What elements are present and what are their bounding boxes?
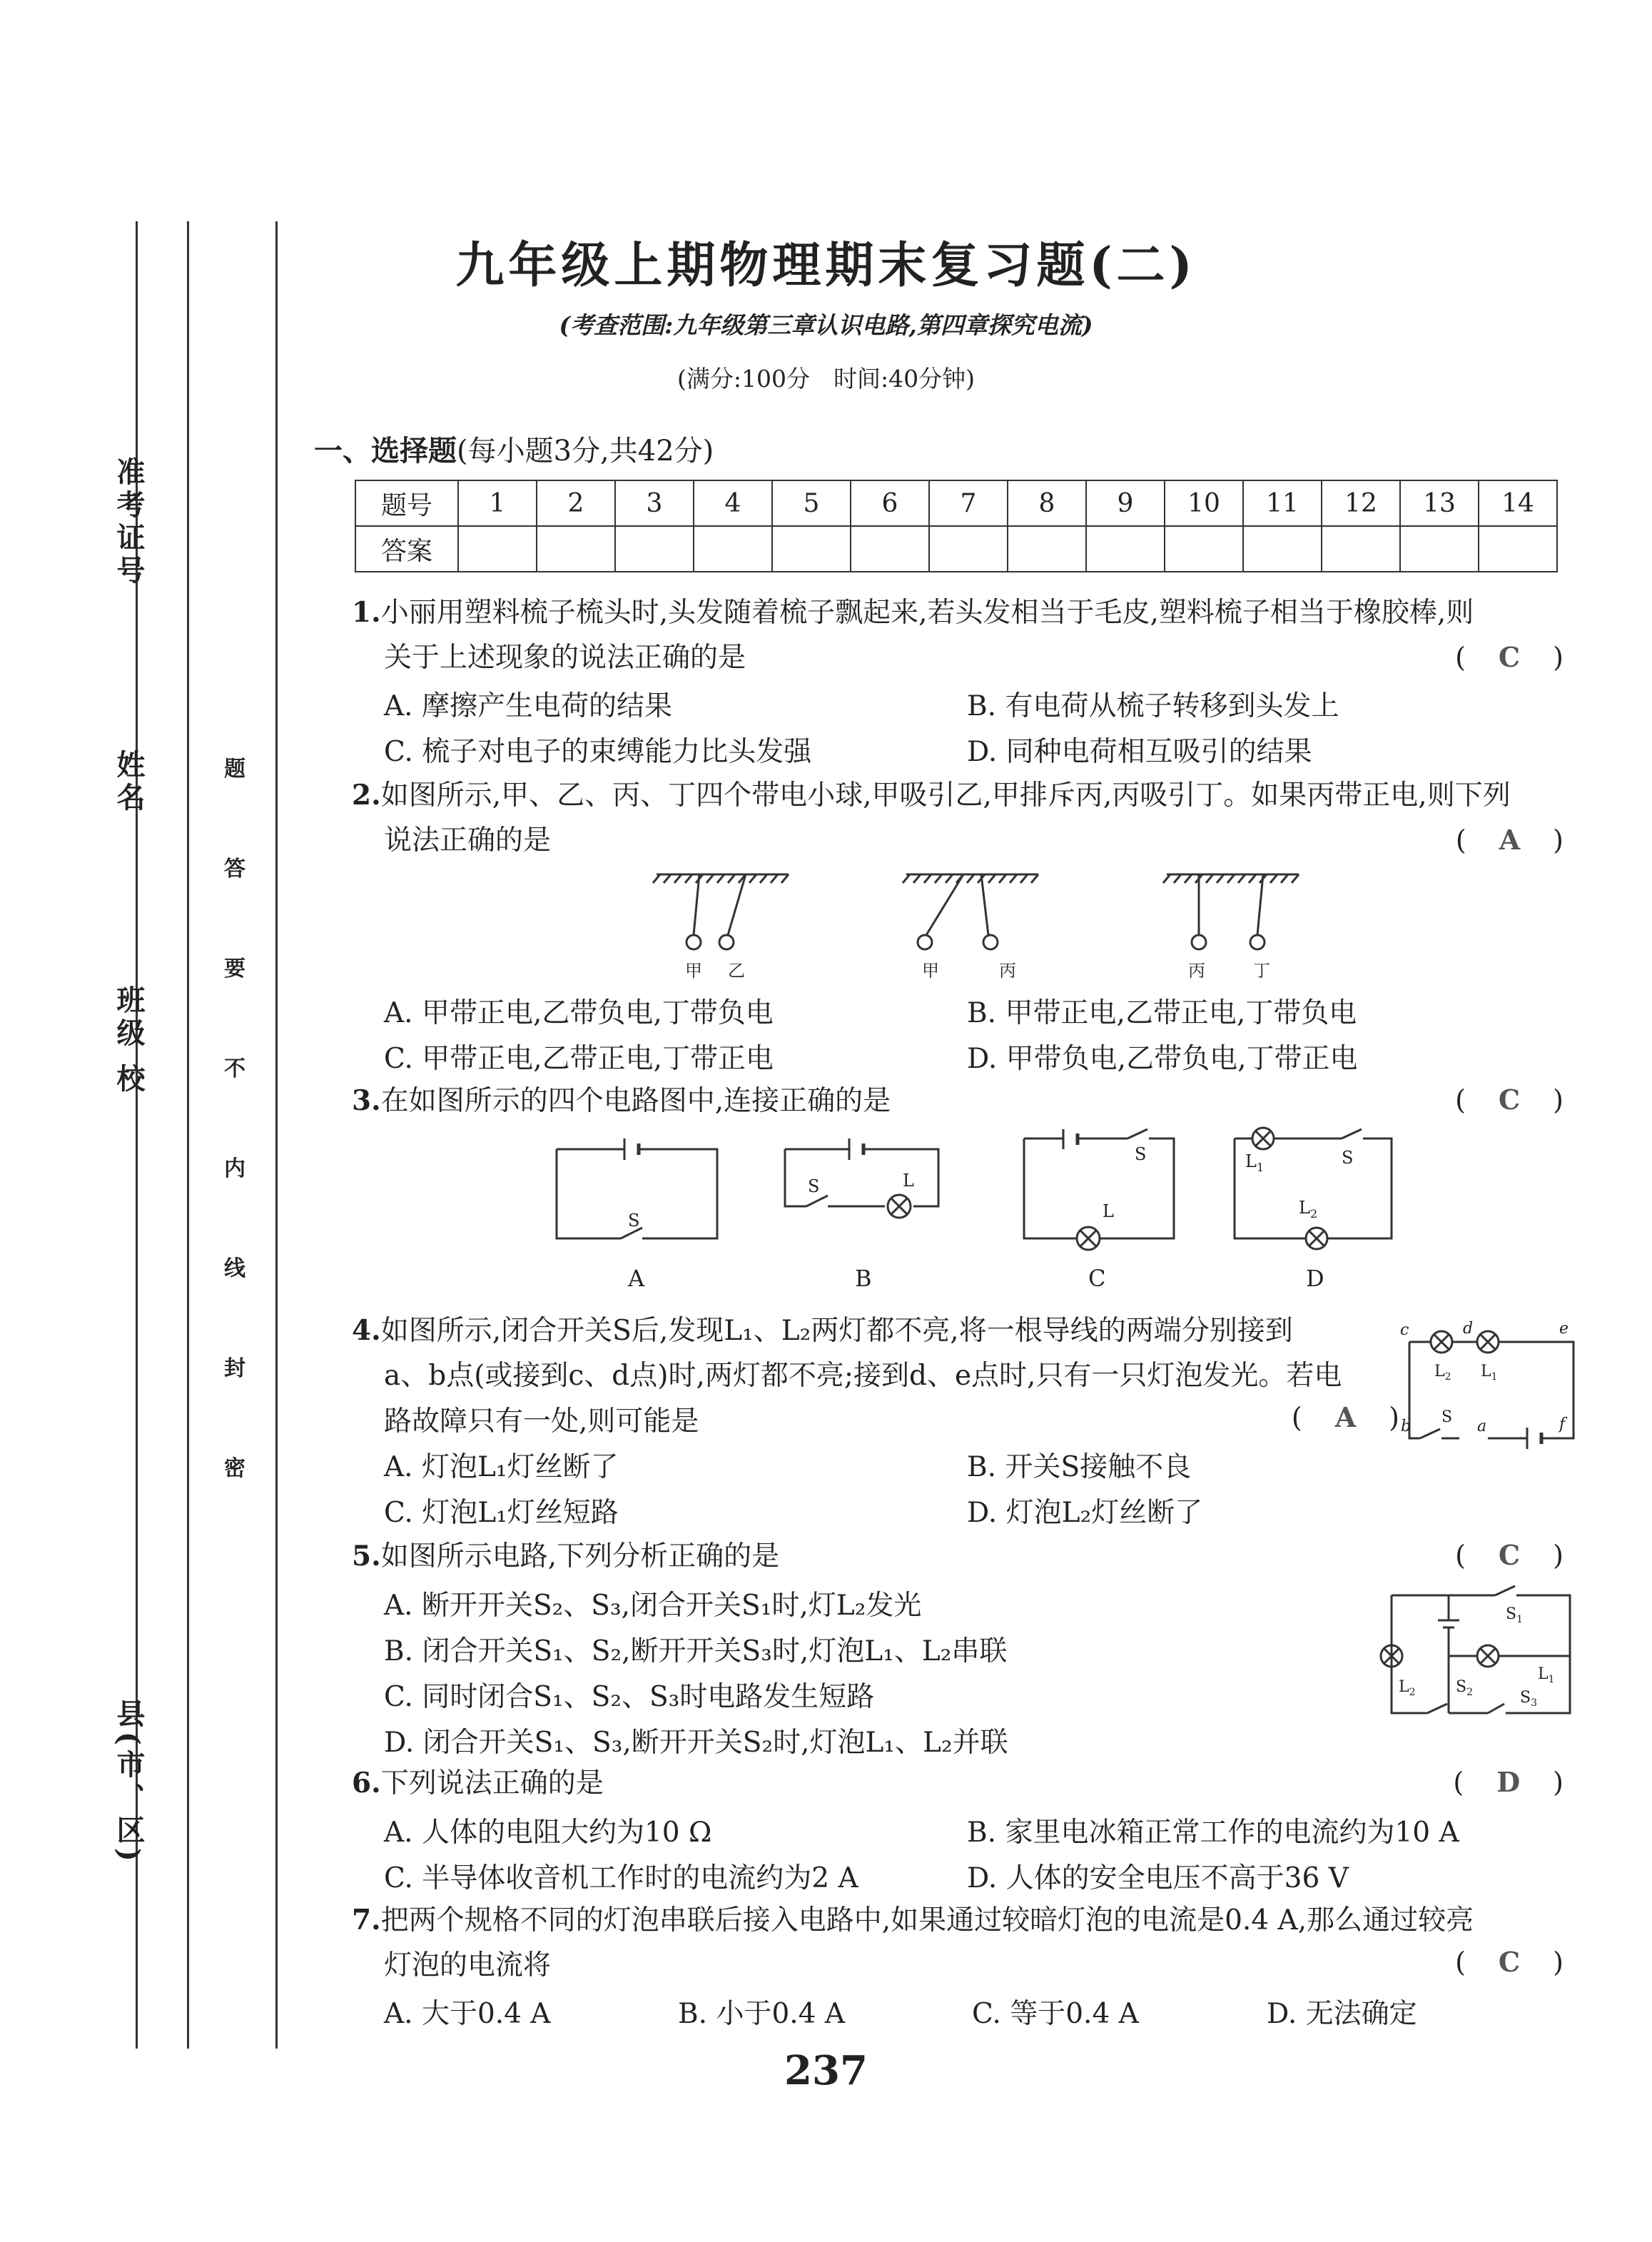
- exam-scope: (考查范围:九年级第三章认识电路,第四章探究电流): [559, 311, 1093, 339]
- question-6-option-d: D. 人体的安全电压不高于36 V: [967, 1862, 1349, 1894]
- svg-text:L: L: [1103, 1201, 1114, 1221]
- answer-cell[interactable]: [1243, 526, 1322, 572]
- page-number: 237: [784, 2047, 868, 2094]
- answer-table-number-row: [355, 480, 1557, 526]
- table-cell-number: 6: [851, 480, 929, 526]
- question-1-line-1: 1.小丽用塑料梳子梳头时,头发随着梳子飘起来,若头发相当于毛皮,塑料梳子相当于橡胶棒,则: [352, 596, 1474, 629]
- table-cell-number: 3: [615, 480, 694, 526]
- question-1-option-b: B. 有电荷从梳子转移到头发上: [967, 690, 1339, 722]
- svg-text:L2: $L_2$: [1434, 1363, 1451, 1383]
- question-2-line-2: 说法正确的是: [384, 824, 552, 857]
- question-1-option-c: C. 梳子对电子的束缚能力比头发强: [384, 736, 812, 768]
- exam-meta: (满分:100分 时间:40分钟): [677, 365, 975, 393]
- svg-text:L2: $L_2$: [1399, 1678, 1416, 1698]
- svg-text:L1: $L_1$: [1538, 1665, 1555, 1685]
- question-7-option-d: D. 无法确定: [1267, 1998, 1417, 2030]
- svg-text:S: S: [1441, 1408, 1453, 1426]
- table-cell-number: 5: [772, 480, 851, 526]
- table-cell-number: 13: [1400, 480, 1479, 526]
- page-title: 九年级上期物理期末复习题(二): [455, 237, 1197, 294]
- answer-cell[interactable]: [851, 526, 929, 572]
- question-2-option-b: B. 甲带正电,乙带正电,丁带负电: [967, 997, 1357, 1029]
- question-2-option-d: D. 甲带负电,乙带负电,丁带正电: [967, 1043, 1358, 1075]
- answer-cell[interactable]: [1086, 526, 1165, 572]
- question-6-option-b: B. 家里电冰箱正常工作的电流约为10 A: [967, 1817, 1459, 1849]
- question-5-answer: ( C ): [1455, 1539, 1566, 1571]
- svg-text:S2: $S_2$: [1456, 1678, 1473, 1698]
- question-4-line-1: 4.如图所示,闭合开关S后,发现L₁、L₂两灯都不亮,将一根导线的两端分别接到: [352, 1314, 1293, 1347]
- svg-text:S: S: [808, 1176, 820, 1196]
- figure-label: 甲: [685, 961, 702, 981]
- question-3-answer: ( C ): [1455, 1084, 1566, 1116]
- svg-text:S3: $S_3$: [1520, 1689, 1537, 1709]
- table-cell-number: 14: [1479, 480, 1557, 526]
- figure-label: 乙: [728, 961, 745, 981]
- svg-text:f: f: [1559, 1415, 1566, 1433]
- seal-char: 不: [224, 1056, 245, 1081]
- question-1-line-2: 关于上述现象的说法正确的是: [384, 642, 746, 674]
- question-7-option-a: A. 大于0.4 A: [384, 1998, 551, 2030]
- margin-label-county: 县(市、区): [112, 1699, 146, 1866]
- question-7-line-1: 7.把两个规格不同的灯泡串联后接入电路中,如果通过较暗灯泡的电流是0.4 A,那么通过较亮: [352, 1904, 1474, 1936]
- svg-text:S: S: [1135, 1144, 1147, 1164]
- svg-text:L1: $L_1$: [1481, 1363, 1498, 1383]
- table-cell-number: 1: [458, 480, 537, 526]
- answer-cell[interactable]: [537, 526, 615, 572]
- question-2-option-c: C. 甲带正电,乙带正电,丁带正电: [384, 1043, 774, 1075]
- seal-char: 线: [224, 1256, 245, 1281]
- seal-char: 题: [224, 757, 245, 782]
- question-6-answer: ( D ): [1453, 1766, 1566, 1798]
- table-header-answer: 答案: [355, 526, 458, 572]
- table-cell-number: 4: [694, 480, 772, 526]
- question-2-option-a: A. 甲带正电,乙带负电,丁带负电: [384, 997, 774, 1029]
- question-4-option-d: D. 灯泡L₂灯丝断了: [967, 1497, 1203, 1529]
- section-heading: [314, 428, 714, 469]
- question-2-line-1: 2.如图所示,甲、乙、丙、丁四个带电小球,甲吸引乙,甲排斥丙,丙吸引丁。如果丙带正电,则下列: [352, 779, 1511, 812]
- answer-cell[interactable]: [1479, 526, 1557, 572]
- table-cell-number: 7: [929, 480, 1008, 526]
- answer-cell[interactable]: [1165, 526, 1243, 572]
- question-5-circuit: [1370, 1577, 1584, 1734]
- margin-label-school: 校: [112, 1064, 146, 1096]
- question-4-answer: ( A ): [1291, 1401, 1402, 1433]
- question-4-option-b: B. 开关S接触不良: [967, 1451, 1192, 1483]
- svg-text:S1: $S_1$: [1506, 1605, 1523, 1625]
- svg-text:L2: $L_2$: [1299, 1198, 1318, 1221]
- table-cell-number: 9: [1086, 480, 1165, 526]
- question-4-circuit: [1399, 1313, 1584, 1456]
- four-circuits-figure: [542, 1121, 1420, 1299]
- table-cell-number: 8: [1008, 480, 1086, 526]
- margin-label-name: 姓名: [112, 749, 146, 815]
- svg-text:L: L: [903, 1171, 914, 1191]
- question-5-option-c: C. 同时闭合S₁、S₂、S₃时电路发生短路: [384, 1681, 875, 1713]
- question-5-option-b: B. 闭合开关S₁、S₂,断开开关S₃时,灯泡L₁、L₂串联: [384, 1635, 1008, 1667]
- question-7-line-2: 灯泡的电流将: [384, 1949, 552, 1981]
- margin-label-exam-id: 准考证号: [112, 457, 146, 588]
- answer-cell[interactable]: [694, 526, 772, 572]
- answer-cell[interactable]: [1008, 526, 1086, 572]
- margin-line-inner: [275, 221, 278, 2049]
- svg-text:S: S: [1342, 1148, 1354, 1168]
- answer-cell[interactable]: [772, 526, 851, 572]
- question-7-option-b: B. 小于0.4 A: [678, 1998, 846, 2030]
- table-header-number: 题号: [355, 480, 458, 526]
- seal-char: 答: [224, 857, 245, 882]
- section-note: (每小题3分,共42分): [457, 435, 714, 468]
- question-1-option-d: D. 同种电荷相互吸引的结果: [967, 736, 1312, 768]
- table-cell-number: 11: [1243, 480, 1322, 526]
- question-3-line-1: 3.在如图所示的四个电路图中,连接正确的是: [352, 1084, 891, 1117]
- figure-label: 丙: [999, 961, 1016, 981]
- question-4-option-c: C. 灯泡L₁灯丝短路: [384, 1497, 619, 1529]
- question-6-option-c: C. 半导体收音机工作时的电流约为2 A: [384, 1862, 858, 1894]
- section-title: 一、选择题: [314, 434, 457, 468]
- question-4-line-2: a、b点(或接到c、d点)时,两灯都不亮;接到d、e点时,只有一只灯泡发光。若电: [384, 1360, 1342, 1392]
- question-4-option-a: A. 灯泡L₁灯丝断了: [384, 1451, 619, 1483]
- svg-text:c: c: [1400, 1321, 1409, 1339]
- figure-label: 丙: [1188, 961, 1205, 981]
- table-cell-number: 2: [537, 480, 615, 526]
- answer-cell[interactable]: [458, 526, 537, 572]
- question-5-line-1: 5.如图所示电路,下列分析正确的是: [352, 1540, 780, 1572]
- svg-text:b: b: [1401, 1418, 1412, 1435]
- margin-label-class: 班级: [112, 985, 146, 1051]
- svg-text:L1: $L_1$: [1245, 1151, 1265, 1174]
- question-1-answer: ( C ): [1455, 641, 1566, 673]
- question-7-option-c: C. 等于0.4 A: [972, 1998, 1139, 2030]
- question-4-line-3: 路故障只有一处,则可能是: [384, 1405, 699, 1438]
- charged-balls-figure: [628, 857, 1342, 985]
- table-cell-number: 12: [1322, 480, 1400, 526]
- answer-table: [355, 480, 1558, 572]
- svg-text:a: a: [1477, 1418, 1487, 1435]
- figure-label: D: [1306, 1265, 1324, 1292]
- answer-cell[interactable]: [615, 526, 694, 572]
- question-7-answer: ( C ): [1455, 1946, 1566, 1978]
- svg-text:S: S: [628, 1211, 640, 1231]
- answer-table-answer-row: [355, 526, 1557, 572]
- answer-cell[interactable]: [1400, 526, 1479, 572]
- svg-text:d: d: [1463, 1320, 1474, 1338]
- figure-label: 丁: [1253, 961, 1270, 981]
- seal-char: 封: [224, 1356, 245, 1381]
- question-2-answer: ( A ): [1455, 824, 1566, 856]
- table-cell-number: 10: [1165, 480, 1243, 526]
- question-5-option-d: D. 闭合开关S₁、S₃,断开开关S₂时,灯泡L₁、L₂并联: [384, 1727, 1008, 1759]
- seal-char: 要: [224, 956, 245, 981]
- svg-text:e: e: [1559, 1320, 1569, 1338]
- question-6-line-1: 6.下列说法正确的是: [352, 1767, 604, 1799]
- question-5-option-a: A. 断开开关S₂、S₃,闭合开关S₁时,灯L₂发光: [384, 1590, 922, 1622]
- seal-char: 密: [224, 1456, 245, 1481]
- margin-line-middle: [187, 221, 189, 2049]
- figure-label: B: [855, 1265, 872, 1292]
- question-6-option-a: A. 人体的电阻大约为10 Ω: [384, 1817, 712, 1849]
- figure-label: A: [628, 1265, 645, 1292]
- question-1-option-a: A. 摩擦产生电荷的结果: [384, 690, 672, 722]
- answer-cell[interactable]: [929, 526, 1008, 572]
- seal-char: 内: [224, 1156, 245, 1181]
- answer-cell[interactable]: [1322, 526, 1400, 572]
- figure-label: 甲: [922, 961, 939, 981]
- figure-label: C: [1088, 1265, 1106, 1292]
